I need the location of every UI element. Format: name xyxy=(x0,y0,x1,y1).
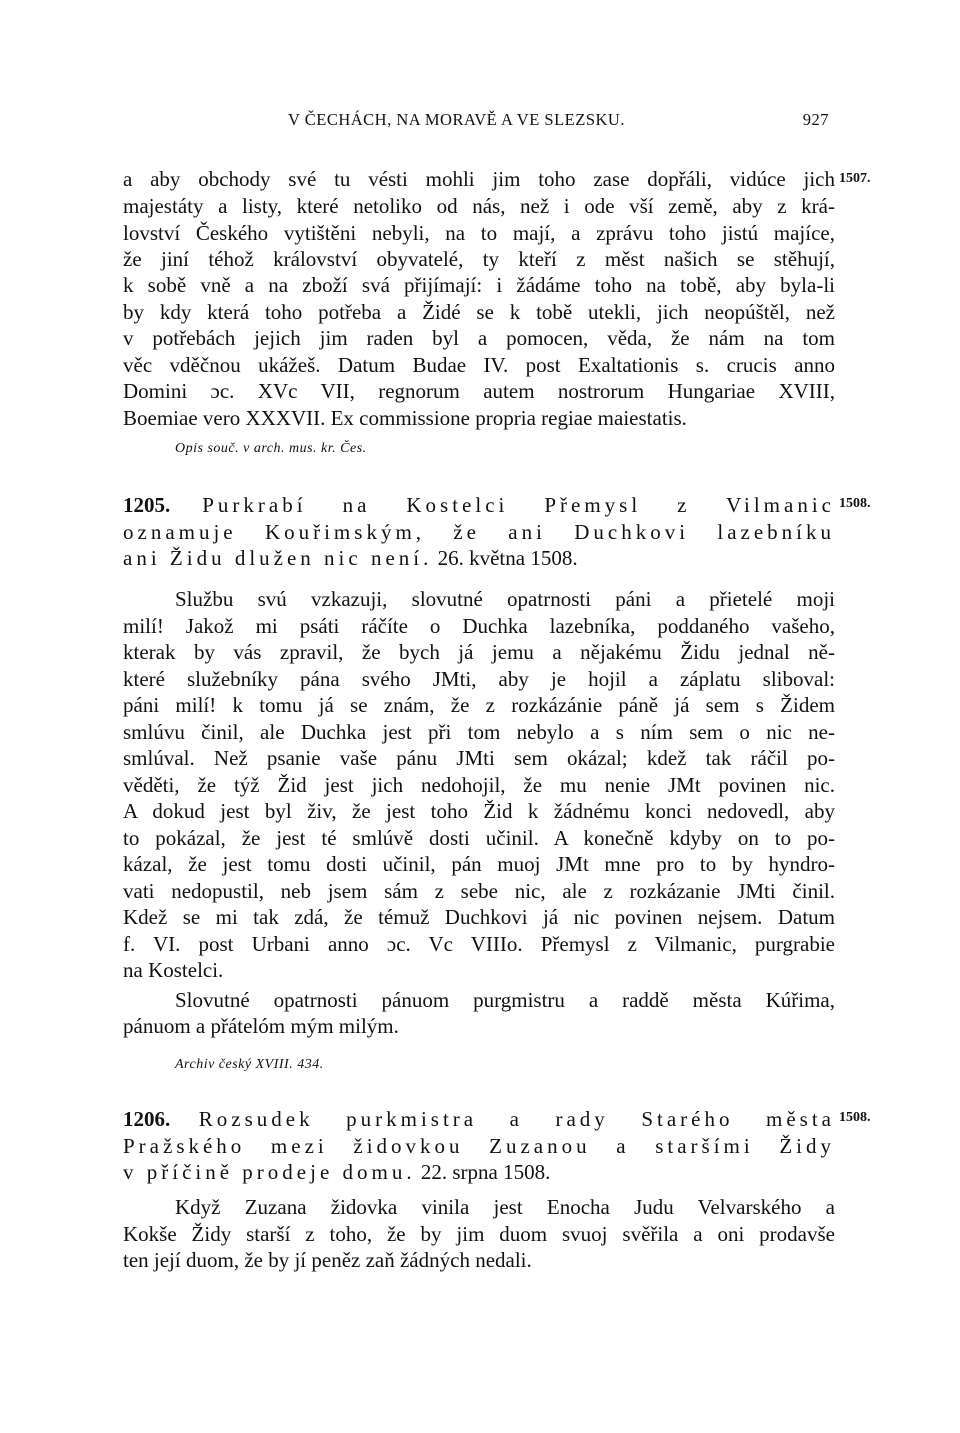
text-line: lovství Českého vytištěni nebyli, na to mají, a zprávu toho jistú majíce, xyxy=(123,221,835,245)
text-line: v potřebách jejich jim raden byl a pomocen, věda, že nám na tom xyxy=(123,326,835,350)
text-line: milí! Jakož mi psáti ráčíte o Duchka lazebníka, poddaného vašeho, xyxy=(123,614,835,638)
document-heading-line xyxy=(123,1106,835,1132)
text-line: f. VI. post Urbani anno ɔc. Vc VIIIo. Přemysl z Vilmanic, purgrabie xyxy=(123,932,835,956)
document-heading-line xyxy=(123,492,835,518)
address-line: pánuom a přátelóm mým milým. xyxy=(123,1014,399,1038)
text-line: Domini ɔc. XVc VII, regnorum autem nostrorum Hungariae XVIII, xyxy=(123,379,835,403)
margin-year: 1508. xyxy=(839,1110,871,1125)
page-number: 927 xyxy=(802,110,829,129)
document-heading-line: oznamuje Kouřimským, že ani Duchkovi lazebníku xyxy=(123,520,835,544)
document-number: 1206. xyxy=(123,1107,171,1131)
text-line: smlúval. Než psanie vaše pánu JMti sem okázal; kdež tak ráčil po- xyxy=(123,746,835,770)
heading-text: ani Židu dlužen nic není. xyxy=(123,546,433,570)
text-line: ten její duom, že by jí peněz zaň žádných nedali. xyxy=(123,1248,532,1272)
text-line: věc vděčnou ukážeš. Datum Budae IV. post Exaltationis s. crucis anno xyxy=(123,353,835,377)
text-line: by kdy která toho potřeba a Židé se k tobě utekli, jich neopúštěl, než xyxy=(123,300,835,324)
margin-year: 1508. xyxy=(839,496,871,511)
text-line: a aby obchody své tu vésti mohli jim toho zase dopřáli, vidúce jich xyxy=(123,167,835,191)
text-line: Kdež se mi tak zdá, že témuž Duchkovi já nic povinen nejsem. Datum xyxy=(123,905,835,929)
text-line: Kokše Židy starší z toho, že by jim duom svuoj svěřila a oni prodavše xyxy=(123,1222,835,1246)
text-line: Službu svú vzkazuji, slovutné opatrnosti páni a přietelé moji xyxy=(175,587,835,611)
text-line: Boemiae vero XXXVII. Ex commissione propria regiae maiestatis. xyxy=(123,406,687,430)
heading-text: Rozsudek purkmistra a rady Starého města xyxy=(198,1107,835,1131)
text-line: páni milí! k tomu já se znám, že z rozkázánie páně já sem s Židem xyxy=(123,693,835,717)
running-header xyxy=(123,110,835,134)
heading-date: 22. srpna 1508. xyxy=(420,1160,551,1184)
text-line: vati nedopustil, neb jsem sám z sebe nic, ale z rozkázanie JMti činil. xyxy=(123,879,835,903)
document-number: 1205. xyxy=(123,493,171,517)
heading-date: 26. května 1508. xyxy=(437,546,578,570)
text-line: na Kostelci. xyxy=(123,958,224,982)
text-line: věděti, že týž Žid jest jich nedohojil, že mu nenie JMt povinen nic. xyxy=(123,773,835,797)
text-line: že jiní téhož království obyvatelé, ty kteří z měst našich se stěhují, xyxy=(123,247,835,271)
document-heading-line xyxy=(123,1159,835,1185)
text-line: to pokázal, že jest té smlúvě dosti učinil. A konečně kdyby on to po- xyxy=(123,826,835,850)
text-line: A dokud jest byl živ, že jest toho Žid k žádnému konci nedovedl, aby xyxy=(123,799,835,823)
text-line: smlúvu činil, ale Duchka jest při tom nebylo a s ním sem o nic ne- xyxy=(123,720,835,744)
source-citation: Archiv český XVIII. 434. xyxy=(175,1057,324,1072)
document-heading-line xyxy=(123,545,835,571)
heading-text: Purkrabí na Kostelci Přemysl z Vilmanic xyxy=(202,493,835,517)
heading-text: v příčině prodeje domu. xyxy=(123,1160,416,1184)
text-line: kterak by vás zpravil, že bych já jemu a nějakému Židu jednal ně- xyxy=(123,640,835,664)
text-line: kázal, že jest tomu dosti učinil, pán muoj JMt mne pro to by hyndro- xyxy=(123,852,835,876)
text-line: majestáty a listy, které netoliko od nás, než i ode vší země, aby z krá- xyxy=(123,194,835,218)
margin-year: 1507. xyxy=(839,171,871,186)
header-title: V ČECHÁCH, NA MORAVĚ A VE SLEZSKU. xyxy=(288,110,625,129)
text-line: které služebníky pána svého JMti, aby je hojil a záplatu sliboval: xyxy=(123,667,835,691)
text-line: k sobě vně a na zboží svá přijímají: i žádáme toho na tobě, aby byla-li xyxy=(123,273,835,297)
document-heading-line: Pražského mezi židovkou Zuzanou a staršími Židy xyxy=(123,1134,835,1158)
address-line: Slovutné opatrnosti pánuom purgmistru a raddě města Kúřima, xyxy=(175,988,835,1012)
source-citation: Opis souč. v arch. mus. kr. Čes. xyxy=(175,441,367,456)
text-line: Když Zuzana židovka vinila jest Enocha Judu Velvarského a xyxy=(175,1195,835,1219)
